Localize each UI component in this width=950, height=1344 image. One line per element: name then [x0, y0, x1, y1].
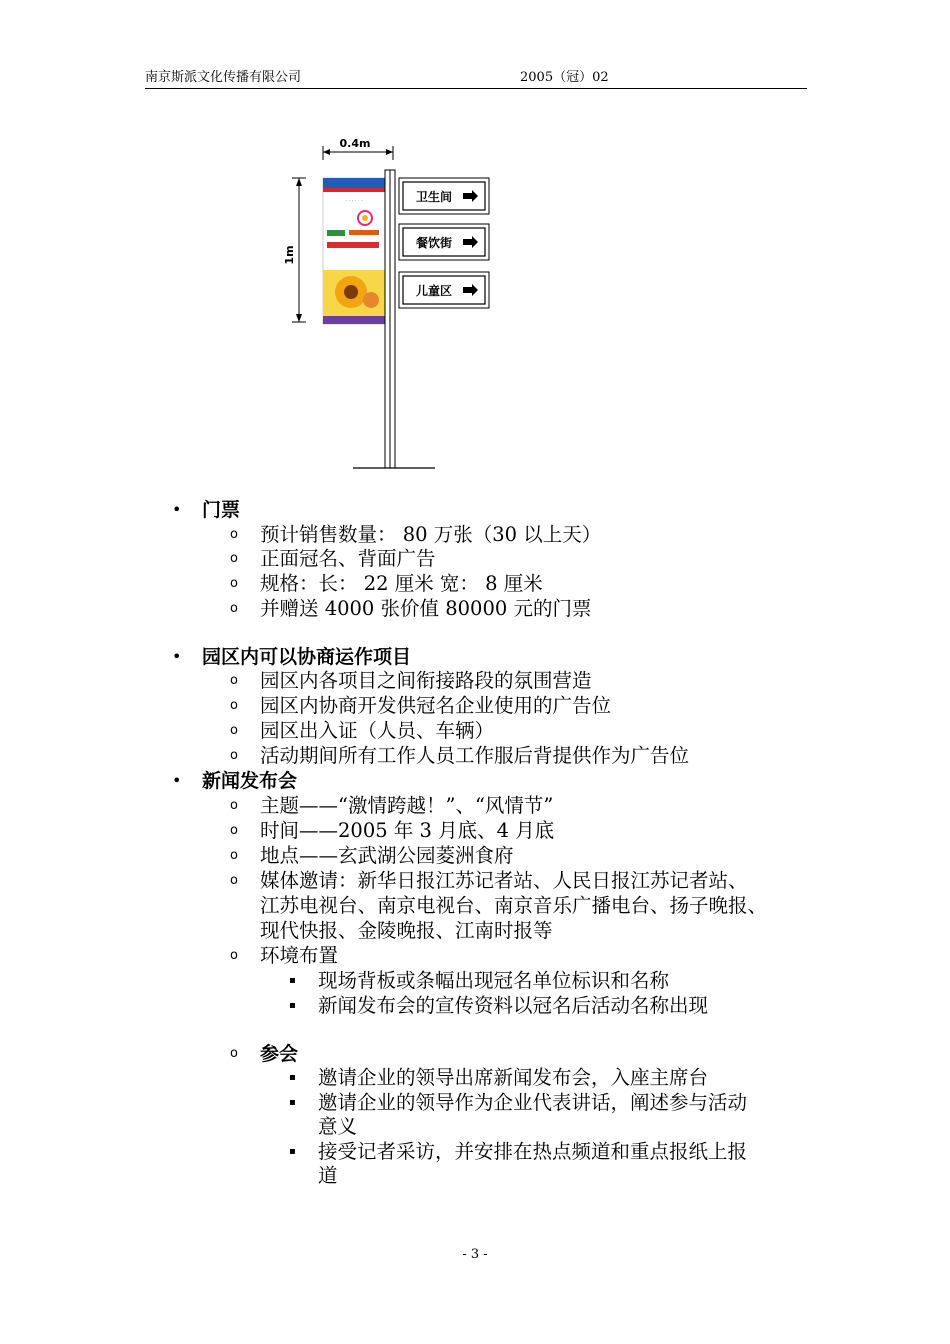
list-item: 预计销售数量： 80 万张（30 以上天） [260, 523, 602, 546]
circle-bullet-icon: o [230, 1046, 238, 1061]
height-label: 1m [283, 245, 296, 265]
circle-bullet-icon: o [230, 748, 238, 763]
sub-list-item-continued: 意义 [318, 1115, 358, 1138]
square-bullet-icon: ▪ [289, 1000, 296, 1011]
list-item-continued: 现代快报、金陵晚报、江南时报等 [260, 919, 553, 942]
sub-list-item: 邀请企业的领导出席新闻发布会，入座主席台 [318, 1066, 709, 1089]
list-item: 园区出入证（人员、车辆） [260, 719, 495, 742]
circle-bullet-icon: o [230, 527, 238, 542]
list-item: 媒体邀请：新华日报江苏记者站、人民日报江苏记者站、 [260, 869, 748, 892]
list-item: 环境布置 [260, 944, 339, 967]
sub-list-item: 新闻发布会的宣传资料以冠名后活动名称出现 [318, 994, 709, 1017]
square-bullet-icon: ▪ [289, 1072, 296, 1083]
sub-list-item: 接受记者采访，并安排在热点频道和重点报纸上报 [318, 1140, 748, 1163]
sub-list-item-continued: 道 [318, 1164, 338, 1187]
direction-sign-1 [399, 178, 489, 214]
sign-label: 儿童区 [415, 284, 453, 298]
circle-bullet-icon: o [230, 948, 238, 963]
list-item: 正面冠名、背面广告 [260, 547, 436, 570]
sub-list-item: 邀请企业的领导作为企业代表讲话，阐述参与活动 [318, 1091, 748, 1114]
direction-sign-2 [399, 224, 489, 260]
circle-bullet-icon: o [230, 551, 238, 566]
section-title-press-conference: 新闻发布会 [202, 770, 298, 792]
company-name: 南京斯派文化传播有限公司 [145, 70, 302, 85]
square-bullet-icon: ▪ [289, 1097, 296, 1108]
circle-bullet-icon: o [230, 798, 238, 813]
circle-bullet-icon: o [230, 698, 238, 713]
banner-image [323, 178, 385, 324]
list-item: 活动期间所有工作人员工作服后背提供作为广告位 [260, 744, 690, 767]
circle-bullet-icon: o [230, 873, 238, 888]
square-bullet-icon: ▪ [289, 1146, 296, 1157]
list-item: 园区内协商开发供冠名企业使用的广告位 [260, 694, 612, 717]
bullet-icon: • [172, 500, 182, 519]
bullet-icon: • [172, 771, 182, 790]
circle-bullet-icon: o [230, 848, 238, 863]
list-item: 规格：长： 22 厘米 宽： 8 厘米 [260, 572, 543, 595]
circle-bullet-icon: o [230, 823, 238, 838]
bullet-icon: • [172, 647, 182, 666]
document-number: 2005（冠）02 [520, 70, 609, 85]
section-title-park-projects: 园区内可以协商运作项目 [202, 646, 412, 668]
square-bullet-icon: ▪ [289, 975, 296, 986]
section-title-tickets: 门票 [202, 499, 241, 521]
list-item: 地点——玄武湖公园菱洲食府 [260, 844, 514, 867]
sign-label: 餐饮街 [415, 236, 453, 250]
page-number: - 3 - [462, 1247, 488, 1262]
circle-bullet-icon: o [230, 576, 238, 591]
width-label: 0.4m [339, 137, 371, 150]
page-header [145, 64, 807, 89]
sub-list-item: 现场背板或条幅出现冠名单位标识和名称 [318, 969, 670, 992]
sign-label: 卫生间 [415, 190, 453, 204]
list-item: 并赠送 4000 张价值 80000 元的门票 [260, 597, 592, 620]
list-item-continued: 江苏电视台、南京电视台、南京音乐广播电台、扬子晚报、 [260, 894, 768, 917]
circle-bullet-icon: o [230, 601, 238, 616]
circle-bullet-icon: o [230, 723, 238, 738]
list-item: 主题——“激情跨越！”、“风情节” [260, 794, 554, 817]
list-item: 时间——2005 年 3 月底、4 月底 [260, 819, 555, 842]
subsection-title-attendance: 参会 [260, 1043, 299, 1065]
direction-sign-3 [399, 272, 489, 308]
signpost-figure [275, 130, 505, 475]
svg-text:· · · · · ·: · · · · · · [345, 198, 363, 204]
list-item: 园区内各项目之间衔接路段的氛围营造 [260, 669, 592, 692]
circle-bullet-icon: o [230, 673, 238, 688]
